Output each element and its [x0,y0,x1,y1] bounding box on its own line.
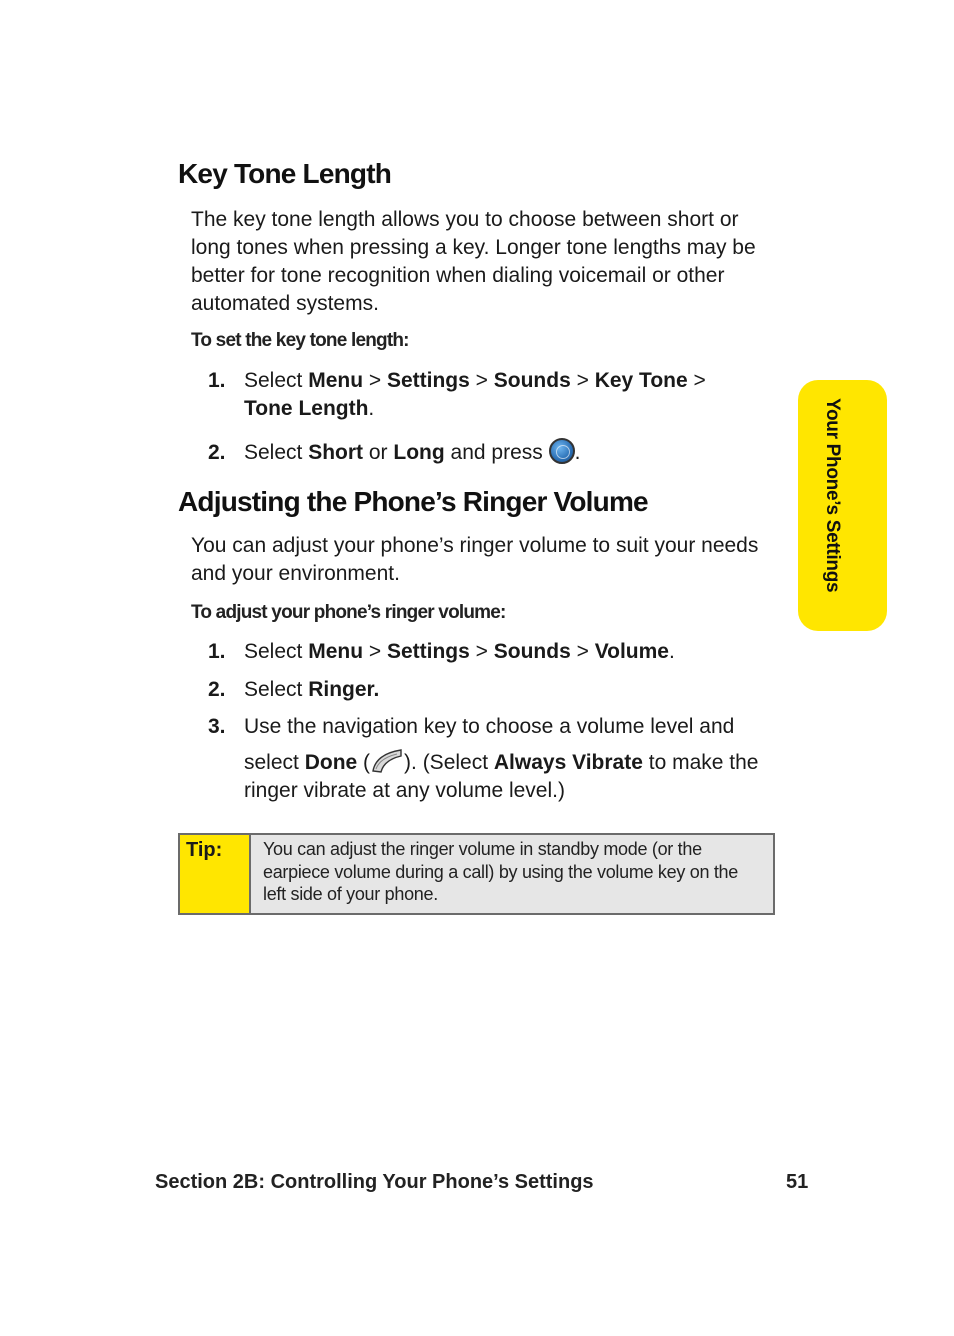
tip-label-cell [180,835,251,913]
step-line [244,749,758,777]
procedure-subheading: To adjust your phone’s ringer volume: [191,602,506,623]
step-item [208,367,768,427]
menu-ok-key-icon [549,438,575,464]
key-tone-intro-paragraph [191,206,791,318]
step-text-part: ( [357,751,371,774]
step-text [244,439,580,467]
step-text-part: and press [444,441,549,464]
step-number: 1. [208,369,226,392]
menu-path-sounds: Sounds [493,640,571,663]
step-item [208,713,768,808]
section-heading-ringer-volume: Adjusting the Phone’s Ringer Volume [178,486,648,517]
paragraph-line: The key tone length allows you to choose between short or [191,208,739,231]
step-number: 1. [208,640,226,663]
menu-path-menu: Menu [308,369,364,392]
step-line: ringer vibrate at any volume level.) [244,779,565,802]
step-number: 2. [208,441,226,464]
path-separator: > [687,369,706,392]
step-text-part: . [668,640,675,663]
menu-path-settings: Settings [386,369,470,392]
step-text-part: . [574,441,581,464]
step-number: 2. [208,678,226,701]
path-separator: > [570,640,595,663]
paragraph-line: You can adjust your phone’s ringer volume to suit your needs [191,534,759,557]
step-text [244,367,706,423]
menu-path-volume: Volume [594,640,669,663]
tip-label: Tip: [186,839,223,861]
left-softkey-icon [370,748,404,774]
side-tab-label: Your Phone’s Settings [822,398,843,593]
tip-line: You can adjust the ringer volume in standby mode (or the [263,839,702,859]
path-separator: > [469,640,494,663]
step-line [244,367,706,395]
option-ringer: Ringer. [308,678,380,701]
side-tab [798,380,887,631]
tip-text [263,838,768,906]
step-text-part: Select [244,441,309,464]
paragraph-line: automated systems. [191,292,379,315]
option-short: Short [308,441,364,464]
paragraph-line: and your environment. [191,562,400,585]
step-text-part: to make the [642,751,759,774]
step-line: Use the navigation key to choose a volume level and [244,715,735,738]
menu-path-key-tone: Key Tone [594,369,688,392]
section-heading-key-tone-length: Key Tone Length [178,158,392,189]
tip-line: earpiece volume during a call) by using the volume key on the [263,861,738,882]
step-text-part: ). (Select [404,751,494,774]
step-text-part: select [244,751,305,774]
option-long: Long [393,441,445,464]
menu-path-sounds: Sounds [493,369,571,392]
step-text-part: Select [244,678,309,701]
step-text-part: or [363,441,394,464]
paragraph-line: better for tone recognition when dialing voicemail or other [191,264,725,287]
paragraph-line: long tones when pressing a key. Longer tone lengths may be [191,236,756,259]
menu-path-tone-length: Tone Length [244,397,369,420]
footer-section-title: Section 2B: Controlling Your Phone’s Settings [155,1171,594,1193]
ringer-volume-intro-paragraph [191,532,791,588]
option-done: Done [304,751,358,774]
menu-path-menu: Menu [308,640,364,663]
path-separator: > [570,369,595,392]
step-text [244,676,379,704]
path-separator: > [469,369,494,392]
step-item [208,638,768,668]
step-line [244,395,706,423]
option-always-vibrate: Always Vibrate [493,751,643,774]
step-text-part: Select [244,640,309,663]
step-text [244,713,758,805]
path-separator: > [363,640,387,663]
step-text [244,638,675,666]
page-number: 51 [786,1171,809,1193]
step-text-part: . [368,397,375,420]
menu-path-settings: Settings [386,640,470,663]
procedure-subheading: To set the key tone length: [191,330,409,351]
step-item [208,439,768,469]
step-number: 3. [208,715,226,738]
path-separator: > [363,369,387,392]
step-item [208,676,768,706]
tip-box [178,833,775,915]
tip-line: left side of your phone. [263,884,438,904]
step-text-part: Select [244,369,309,392]
